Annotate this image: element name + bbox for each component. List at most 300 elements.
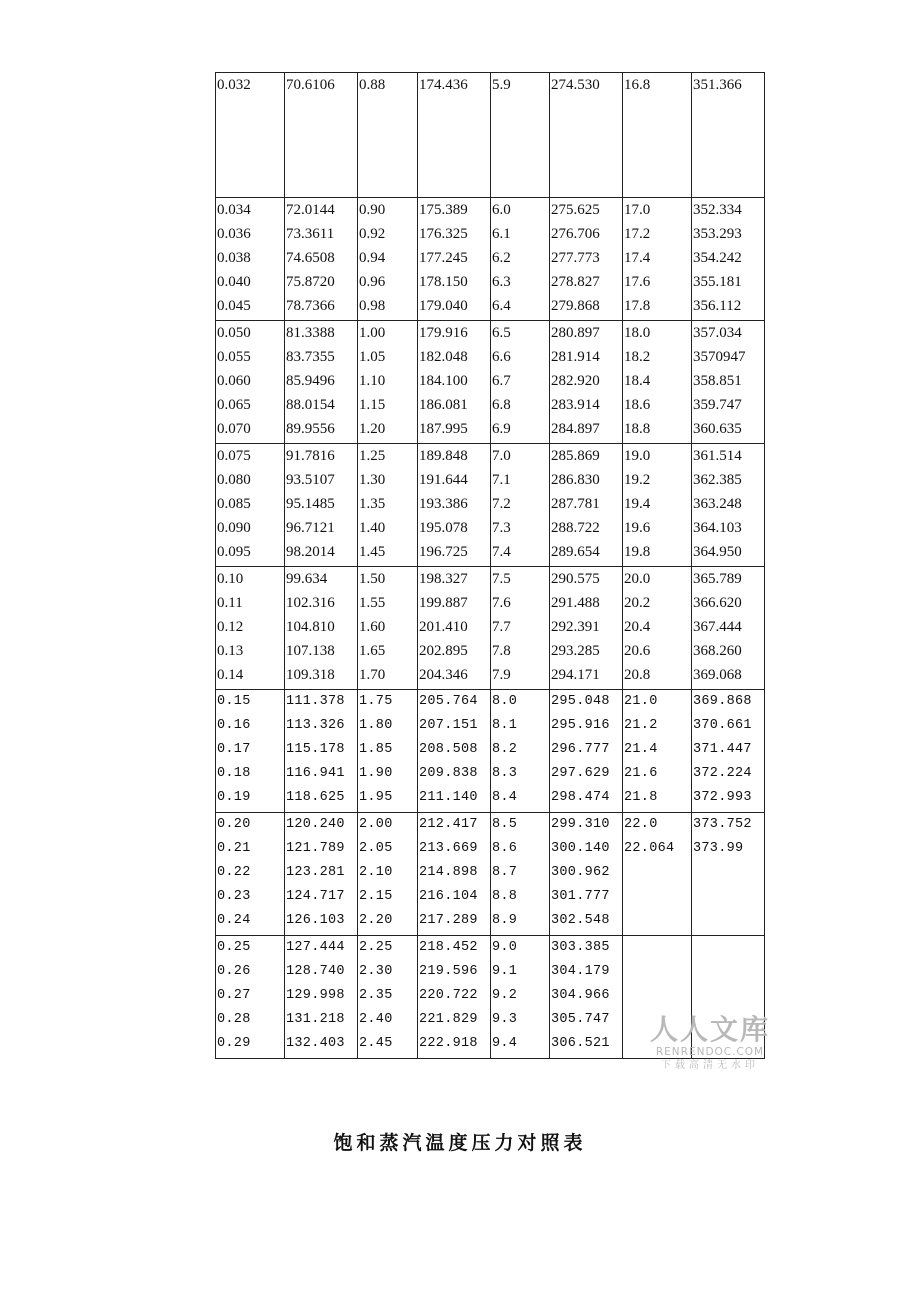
table-cell <box>623 690 692 813</box>
cell-value: 179.916 <box>419 325 468 341</box>
cell-value: 88.0154 <box>286 397 335 414</box>
cell-value: 1.00 <box>359 325 386 341</box>
cell-value: 102.316 <box>286 595 335 612</box>
cell-value: 367.444 <box>693 619 742 636</box>
cell-value: 208.508 <box>419 742 478 758</box>
cell-value: 20.8 <box>624 667 651 684</box>
cell-value: 357.034 <box>693 325 742 341</box>
cell-value: 0.13 <box>217 643 244 660</box>
watermark-logo <box>648 1014 772 1072</box>
cell-value: 201.410 <box>419 619 468 636</box>
cell-value: 278.827 <box>551 274 600 291</box>
cell-value: 126.103 <box>286 913 345 929</box>
cell-value: 0.045 <box>217 298 251 315</box>
cell-value: 366.620 <box>693 595 742 612</box>
table-cell <box>418 936 491 1059</box>
cell-value: 287.781 <box>551 496 600 513</box>
table-cell <box>491 567 550 690</box>
cell-value: 286.830 <box>551 472 600 489</box>
cell-value: 281.914 <box>551 349 600 366</box>
table-cell <box>491 690 550 813</box>
cell-value: 131.218 <box>286 1012 345 1028</box>
cell-value: 9.1 <box>492 964 518 980</box>
cell-value: 8.3 <box>492 766 518 782</box>
cell-value: 7.2 <box>492 496 511 513</box>
cell-value: 0.17 <box>217 742 251 758</box>
cell-value: 304.179 <box>551 964 610 980</box>
cell-value: 21.0 <box>624 694 658 709</box>
cell-value: 2.10 <box>359 865 393 881</box>
cell-value: 303.385 <box>551 940 610 955</box>
cell-value: 0.90 <box>359 202 386 218</box>
table-cell <box>491 813 550 936</box>
table-cell <box>491 198 550 321</box>
cell-value: 0.27 <box>217 988 251 1004</box>
cell-value: 218.452 <box>419 940 478 955</box>
cell-value: 372.224 <box>693 766 752 782</box>
table-cell <box>491 936 550 1059</box>
table-group <box>216 813 765 936</box>
cell-value: 0.034 <box>217 202 251 218</box>
cell-value: 0.25 <box>217 940 251 955</box>
cell-value: 1.80 <box>359 718 393 734</box>
cell-value: 305.747 <box>551 1012 610 1028</box>
cell-value: 83.7355 <box>286 349 335 366</box>
cell-value: 0.23 <box>217 889 251 905</box>
cell-value: 1.20 <box>359 421 386 438</box>
cell-value: 361.514 <box>693 448 742 464</box>
watermark-subtitle: 下载高清无水印 <box>661 1060 759 1071</box>
cell-value: 0.14 <box>217 667 244 684</box>
cell-value: 95.1485 <box>286 496 335 513</box>
cell-value: 0.080 <box>217 472 251 489</box>
saturated-steam-table <box>215 72 765 1059</box>
cell-value: 359.747 <box>693 397 742 414</box>
cell-value: 74.6508 <box>286 250 335 267</box>
cell-value: 18.2 <box>624 349 651 366</box>
cell-value: 21.6 <box>624 766 658 782</box>
cell-value: 1.40 <box>359 520 386 537</box>
cell-value: 299.310 <box>551 817 610 832</box>
cell-value: 0.88 <box>359 77 386 93</box>
cell-value: 9.3 <box>492 1012 518 1028</box>
cell-value: 7.0 <box>492 448 511 464</box>
table-row <box>216 690 765 813</box>
cell-value: 295.916 <box>551 718 610 734</box>
table-cell <box>216 198 285 321</box>
cell-value: 179.040 <box>419 298 468 315</box>
cell-value: 7.5 <box>492 571 511 587</box>
cell-value: 20.4 <box>624 619 651 636</box>
cell-value: 7.9 <box>492 667 511 684</box>
cell-value: 115.178 <box>286 742 345 758</box>
cell-value: 109.318 <box>286 667 335 684</box>
cell-value: 302.548 <box>551 913 610 929</box>
cell-value: 0.96 <box>359 274 386 291</box>
cell-value: 373.99 <box>693 841 744 857</box>
cell-value: 178.150 <box>419 274 468 291</box>
cell-value: 17.2 <box>624 226 651 243</box>
cell-value: 85.9496 <box>286 373 335 390</box>
cell-value: 98.2014 <box>286 544 335 561</box>
cell-value: 198.327 <box>419 571 468 587</box>
cell-value: 0.070 <box>217 421 251 438</box>
cell-value: 19.8 <box>624 544 651 561</box>
cell-value: 1.35 <box>359 496 386 513</box>
cell-value: 304.966 <box>551 988 610 1004</box>
cell-value: 2.35 <box>359 988 393 1004</box>
cell-value: 0.060 <box>217 373 251 390</box>
table-cell <box>358 813 418 936</box>
table-cell <box>358 73 418 198</box>
table-cell <box>623 444 692 567</box>
cell-value: 128.740 <box>286 964 345 980</box>
cell-value: 275.625 <box>551 202 600 218</box>
cell-value: 371.447 <box>693 742 752 758</box>
table-cell <box>550 567 623 690</box>
cell-value: 0.26 <box>217 964 251 980</box>
cell-value: 111.378 <box>286 694 345 709</box>
cell-value: 0.040 <box>217 274 251 291</box>
table-group <box>216 321 765 444</box>
table-cell <box>550 73 623 198</box>
cell-value: 196.725 <box>419 544 468 561</box>
cell-value: 0.28 <box>217 1012 251 1028</box>
cell-value: 187.995 <box>419 421 468 438</box>
table-cell <box>491 321 550 444</box>
table-cell <box>216 444 285 567</box>
cell-value: 1.15 <box>359 397 386 414</box>
cell-value: 21.4 <box>624 742 658 758</box>
cell-value: 214.898 <box>419 865 478 881</box>
cell-value: 2.15 <box>359 889 393 905</box>
watermark-text: 人人文库 <box>649 1013 770 1046</box>
table-cell <box>216 73 285 198</box>
table-cell <box>285 936 358 1059</box>
cell-value: 199.887 <box>419 595 468 612</box>
table-cell <box>418 73 491 198</box>
table-row <box>216 198 765 321</box>
table-cell <box>285 444 358 567</box>
cell-value: 2.00 <box>359 817 393 832</box>
cell-value: 16.8 <box>624 77 651 93</box>
cell-value: 6.5 <box>492 325 511 341</box>
table-cell <box>692 567 765 690</box>
cell-value: 295.048 <box>551 694 610 709</box>
cell-value: 1.30 <box>359 472 386 489</box>
cell-value: 18.8 <box>624 421 651 438</box>
cell-value: 78.7366 <box>286 298 335 315</box>
cell-value: 9.4 <box>492 1036 518 1052</box>
table-cell <box>285 690 358 813</box>
cell-value: 7.1 <box>492 472 511 489</box>
cell-value: 8.1 <box>492 718 518 734</box>
cell-value: 0.055 <box>217 349 251 366</box>
cell-value: 7.4 <box>492 544 511 561</box>
cell-value: 127.444 <box>286 940 345 955</box>
table-cell <box>418 198 491 321</box>
cell-value: 300.140 <box>551 841 610 857</box>
cell-value: 0.10 <box>217 571 244 587</box>
cell-value: 17.0 <box>624 202 651 218</box>
cell-value: 81.3388 <box>286 325 335 341</box>
table-cell <box>550 198 623 321</box>
cell-value: 217.289 <box>419 913 478 929</box>
cell-value: 18.0 <box>624 325 651 341</box>
cell-value: 91.7816 <box>286 448 335 464</box>
cell-value: 0.18 <box>217 766 251 782</box>
cell-value: 0.16 <box>217 718 251 734</box>
cell-value: 370.661 <box>693 718 752 734</box>
table-cell <box>623 567 692 690</box>
table-cell <box>550 813 623 936</box>
cell-value: 7.8 <box>492 643 511 660</box>
cell-value: 75.8720 <box>286 274 335 291</box>
cell-value: 72.0144 <box>286 202 335 218</box>
cell-value: 364.950 <box>693 544 742 561</box>
cell-value: 277.773 <box>551 250 600 267</box>
cell-value: 6.7 <box>492 373 511 390</box>
table-row <box>216 321 765 444</box>
table-cell <box>692 813 765 936</box>
cell-value: 118.625 <box>286 790 345 806</box>
cell-value: 360.635 <box>693 421 742 438</box>
cell-value: 8.9 <box>492 913 518 929</box>
cell-value: 2.45 <box>359 1036 393 1052</box>
cell-value: 2.05 <box>359 841 393 857</box>
cell-value: 116.941 <box>286 766 345 782</box>
cell-value: 1.70 <box>359 667 386 684</box>
cell-value: 0.095 <box>217 544 251 561</box>
cell-value: 8.7 <box>492 865 518 881</box>
cell-value: 353.293 <box>693 226 742 243</box>
cell-value: 211.140 <box>419 790 478 806</box>
cell-value: 22.064 <box>624 841 675 857</box>
cell-value: 93.5107 <box>286 472 335 489</box>
cell-value: 362.385 <box>693 472 742 489</box>
cell-value: 195.078 <box>419 520 468 537</box>
cell-value: 288.722 <box>551 520 600 537</box>
cell-value: 1.85 <box>359 742 393 758</box>
table-cell <box>358 321 418 444</box>
table-cell <box>418 813 491 936</box>
cell-value: 20.2 <box>624 595 651 612</box>
cell-value: 6.2 <box>492 250 511 267</box>
cell-value: 284.897 <box>551 421 600 438</box>
table-cell <box>285 198 358 321</box>
cell-value: 8.4 <box>492 790 518 806</box>
table-cell <box>216 936 285 1059</box>
table-cell <box>285 321 358 444</box>
cell-value: 354.242 <box>693 250 742 267</box>
cell-value: 351.366 <box>693 77 742 93</box>
cell-value: 19.0 <box>624 448 651 464</box>
cell-value: 279.868 <box>551 298 600 315</box>
table-cell <box>491 444 550 567</box>
cell-value: 0.11 <box>217 595 243 612</box>
cell-value: 2.30 <box>359 964 393 980</box>
cell-value: 0.075 <box>217 448 251 464</box>
cell-value: 355.181 <box>693 274 742 291</box>
cell-value: 285.869 <box>551 448 600 464</box>
table-row <box>216 73 765 198</box>
cell-value: 6.1 <box>492 226 511 243</box>
cell-value: 369.068 <box>693 667 742 684</box>
cell-value: 212.417 <box>419 817 478 832</box>
cell-value: 0.19 <box>217 790 251 806</box>
cell-value: 8.5 <box>492 817 518 832</box>
table-cell <box>418 444 491 567</box>
cell-value: 0.94 <box>359 250 386 267</box>
cell-value: 222.918 <box>419 1036 478 1052</box>
cell-value: 182.048 <box>419 349 468 366</box>
table-cell <box>285 813 358 936</box>
cell-value: 17.8 <box>624 298 651 315</box>
cell-value: 1.55 <box>359 595 386 612</box>
cell-value: 290.575 <box>551 571 600 587</box>
cell-value: 1.45 <box>359 544 386 561</box>
table-cell <box>692 321 765 444</box>
table-row <box>216 813 765 936</box>
cell-value: 186.081 <box>419 397 468 414</box>
cell-value: 96.7121 <box>286 520 335 537</box>
cell-value: 6.4 <box>492 298 511 315</box>
cell-value: 0.29 <box>217 1036 251 1052</box>
cell-value: 17.4 <box>624 250 651 267</box>
cell-value: 356.112 <box>693 298 742 315</box>
table-row <box>216 444 765 567</box>
cell-value: 0.090 <box>217 520 251 537</box>
cell-value: 282.920 <box>551 373 600 390</box>
table-cell <box>418 690 491 813</box>
cell-value: 291.488 <box>551 595 600 612</box>
table-group <box>216 198 765 321</box>
cell-value: 274.530 <box>551 77 600 93</box>
cell-value: 107.138 <box>286 643 335 660</box>
table-cell <box>216 813 285 936</box>
cell-value: 9.0 <box>492 940 518 955</box>
cell-value: 121.789 <box>286 841 345 857</box>
cell-value: 70.6106 <box>286 77 335 93</box>
table-cell <box>550 444 623 567</box>
cell-value: 175.389 <box>419 202 468 218</box>
cell-value: 289.654 <box>551 544 600 561</box>
table-cell <box>623 198 692 321</box>
cell-value: 8.8 <box>492 889 518 905</box>
cell-value: 283.914 <box>551 397 600 414</box>
cell-value: 129.998 <box>286 988 345 1004</box>
table-cell <box>623 73 692 198</box>
table-cell <box>285 73 358 198</box>
cell-value: 1.10 <box>359 373 386 390</box>
cell-value: 364.103 <box>693 520 742 537</box>
table-cell <box>692 690 765 813</box>
cell-value: 1.50 <box>359 571 386 587</box>
table-cell <box>550 936 623 1059</box>
cell-value: 372.993 <box>693 790 752 806</box>
cell-value: 300.962 <box>551 865 610 881</box>
cell-value: 132.403 <box>286 1036 345 1052</box>
cell-value: 1.05 <box>359 349 386 366</box>
cell-value: 276.706 <box>551 226 600 243</box>
table-cell <box>216 567 285 690</box>
cell-value: 0.085 <box>217 496 251 513</box>
table-cell <box>550 321 623 444</box>
cell-value: 0.20 <box>217 817 251 832</box>
cell-value: 205.764 <box>419 694 478 709</box>
cell-value: 89.9556 <box>286 421 335 438</box>
cell-value: 365.789 <box>693 571 742 587</box>
table-cell <box>358 444 418 567</box>
cell-value: 184.100 <box>419 373 468 390</box>
cell-value: 207.151 <box>419 718 478 734</box>
cell-value: 7.3 <box>492 520 511 537</box>
cell-value: 6.9 <box>492 421 511 438</box>
cell-value: 20.0 <box>624 571 651 587</box>
cell-value: 358.851 <box>693 373 742 390</box>
cell-value: 0.22 <box>217 865 251 881</box>
cell-value: 21.8 <box>624 790 658 806</box>
table-cell <box>692 198 765 321</box>
cell-value: 6.0 <box>492 202 511 218</box>
cell-value: 2.25 <box>359 940 393 955</box>
cell-value: 0.24 <box>217 913 251 929</box>
cell-value: 0.15 <box>217 694 251 709</box>
cell-value: 18.4 <box>624 373 651 390</box>
cell-value: 6.8 <box>492 397 511 414</box>
cell-value: 0.065 <box>217 397 251 414</box>
cell-value: 189.848 <box>419 448 468 464</box>
cell-value: 177.245 <box>419 250 468 267</box>
table-cell <box>216 690 285 813</box>
cell-value: 73.3611 <box>286 226 335 243</box>
cell-value: 0.036 <box>217 226 251 243</box>
cell-value: 8.0 <box>492 694 518 709</box>
cell-value: 296.777 <box>551 742 610 758</box>
cell-value: 369.868 <box>693 694 752 709</box>
cell-value: 8.2 <box>492 742 518 758</box>
table-cell <box>550 690 623 813</box>
cell-value: 204.346 <box>419 667 468 684</box>
table-cell <box>216 321 285 444</box>
cell-value: 9.2 <box>492 988 518 1004</box>
cell-value: 7.7 <box>492 619 511 636</box>
table-cell <box>692 73 765 198</box>
watermark-url: RENRENDOC.COM <box>655 1046 765 1058</box>
cell-value: 213.669 <box>419 841 478 857</box>
cell-value: 216.104 <box>419 889 478 905</box>
cell-value: 0.98 <box>359 298 386 315</box>
cell-value: 123.281 <box>286 865 345 881</box>
cell-value: 174.436 <box>419 77 468 93</box>
cell-value: 1.65 <box>359 643 386 660</box>
cell-value: 0.038 <box>217 250 251 267</box>
table-cell <box>623 813 692 936</box>
cell-value: 373.752 <box>693 817 752 832</box>
cell-value: 352.334 <box>693 202 742 218</box>
cell-value: 306.521 <box>551 1036 610 1052</box>
cell-value: 1.60 <box>359 619 386 636</box>
cell-value: 363.248 <box>693 496 742 513</box>
cell-value: 99.634 <box>286 571 328 587</box>
cell-value: 2.40 <box>359 1012 393 1028</box>
cell-value: 1.75 <box>359 694 393 709</box>
table-cell <box>358 198 418 321</box>
cell-value: 1.95 <box>359 790 393 806</box>
cell-value: 209.838 <box>419 766 478 782</box>
table-cell <box>491 73 550 198</box>
cell-value: 6.3 <box>492 274 511 291</box>
